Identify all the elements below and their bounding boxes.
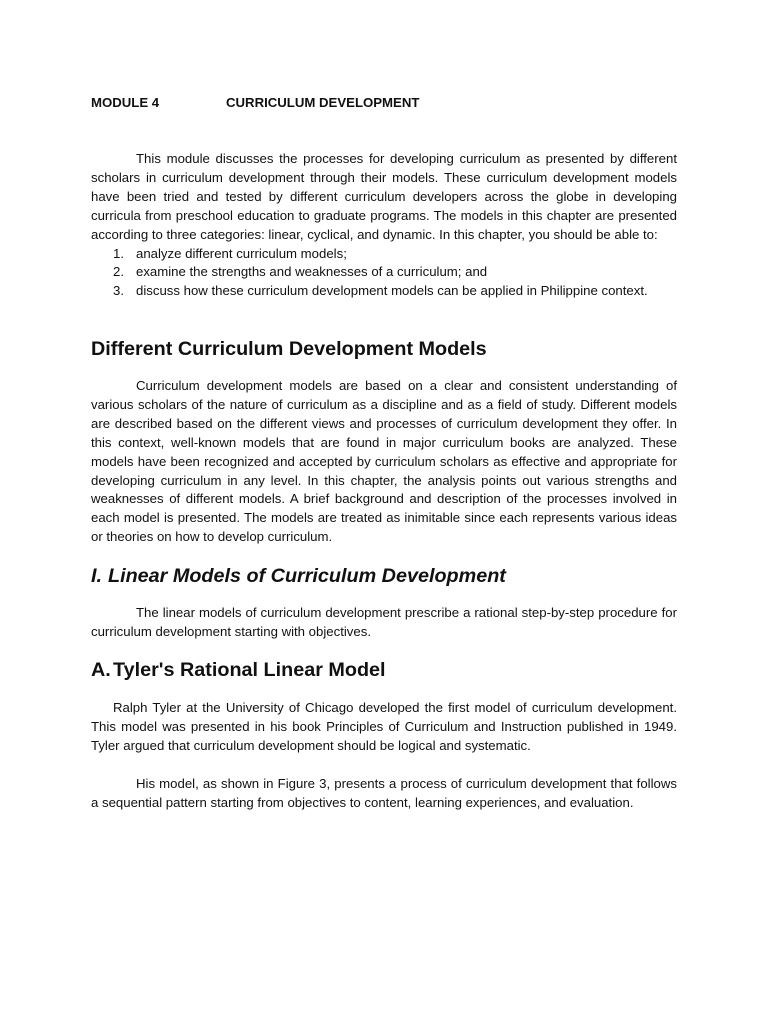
intro-section <box>91 150 677 301</box>
models-section <box>91 377 677 547</box>
objective-number: 1. <box>113 245 124 261</box>
objective-text: analyze different curriculum models; <box>136 245 347 261</box>
models-paragraph: Curriculum development models are based on a clear and consistent understanding of various scholars of the nature of curriculum as a discipline and as a field of study. Different models are described based on the different views and processes of curriculum development they offer. In this context, well-known models that are found in major curriculum books are analyzed. These models have been recognized and accepted by curriculum scholars as effective and appropriate for developing curriculum in any level. In this chapter, the analysis points out various strengths and weaknesses of different models. A brief background and description of the processes involved in each model is presented. The models are treated as inimitable since each represents various ideas or theories on how to develop curriculum. <box>91 378 677 545</box>
module-title: CURRICULUM DEVELOPMENT <box>226 95 420 110</box>
section-heading-linear <box>91 567 677 586</box>
section-title: Tyler's Rational Linear Model <box>113 659 386 681</box>
objective-item <box>91 263 677 282</box>
module-label: MODULE 4 <box>91 95 160 110</box>
module-heading <box>91 94 677 113</box>
section-heading-models: Different Curriculum Development Models <box>91 338 487 360</box>
objectives-list <box>91 245 677 302</box>
objective-number: 2. <box>113 264 124 280</box>
linear-section <box>91 604 677 642</box>
linear-paragraph: The linear models of curriculum development prescribe a rational step-by-step procedure for curriculum development starting with objectives. <box>91 605 677 639</box>
tyler-paragraph-2: His model, as shown in Figure 3, presents a process of curriculum development that follows a sequential pattern starting from objectives to content, learning experiences, and evaluation. <box>91 776 677 810</box>
objective-number: 3. <box>113 283 124 299</box>
section-title: Linear Models of Curriculum Development <box>108 565 506 587</box>
tyler-paragraph-1: Ralph Tyler at the University of Chicago developed the first model of curriculum development. This model was presented in his book Principles of Curriculum and Instruction published in 1949. Tyler argued that curriculum development should be logical and systematic. <box>91 700 677 753</box>
section-numeral: I. <box>91 565 102 587</box>
objective-text: discuss how these curriculum development models can be applied in Philippine context. <box>136 283 648 299</box>
objective-text: examine the strengths and weaknesses of a curriculum; and <box>136 264 488 280</box>
section-heading-tyler <box>91 661 677 680</box>
objective-item <box>91 245 677 264</box>
section-letter: A. <box>91 659 111 681</box>
intro-paragraph: This module discusses the processes for developing curriculum as presented by different scholars in curriculum development through their models. These curriculum development models have been tried and tested by different curriculum developers across the globe in developing curricula from preschool education to graduate programs. The models in this chapter are presented according to three categories: linear, cyclical, and dynamic. In this chapter, you should be able to: <box>91 151 677 242</box>
objective-item <box>91 282 677 301</box>
tyler-section-continued <box>91 775 677 813</box>
tyler-section <box>91 699 677 756</box>
